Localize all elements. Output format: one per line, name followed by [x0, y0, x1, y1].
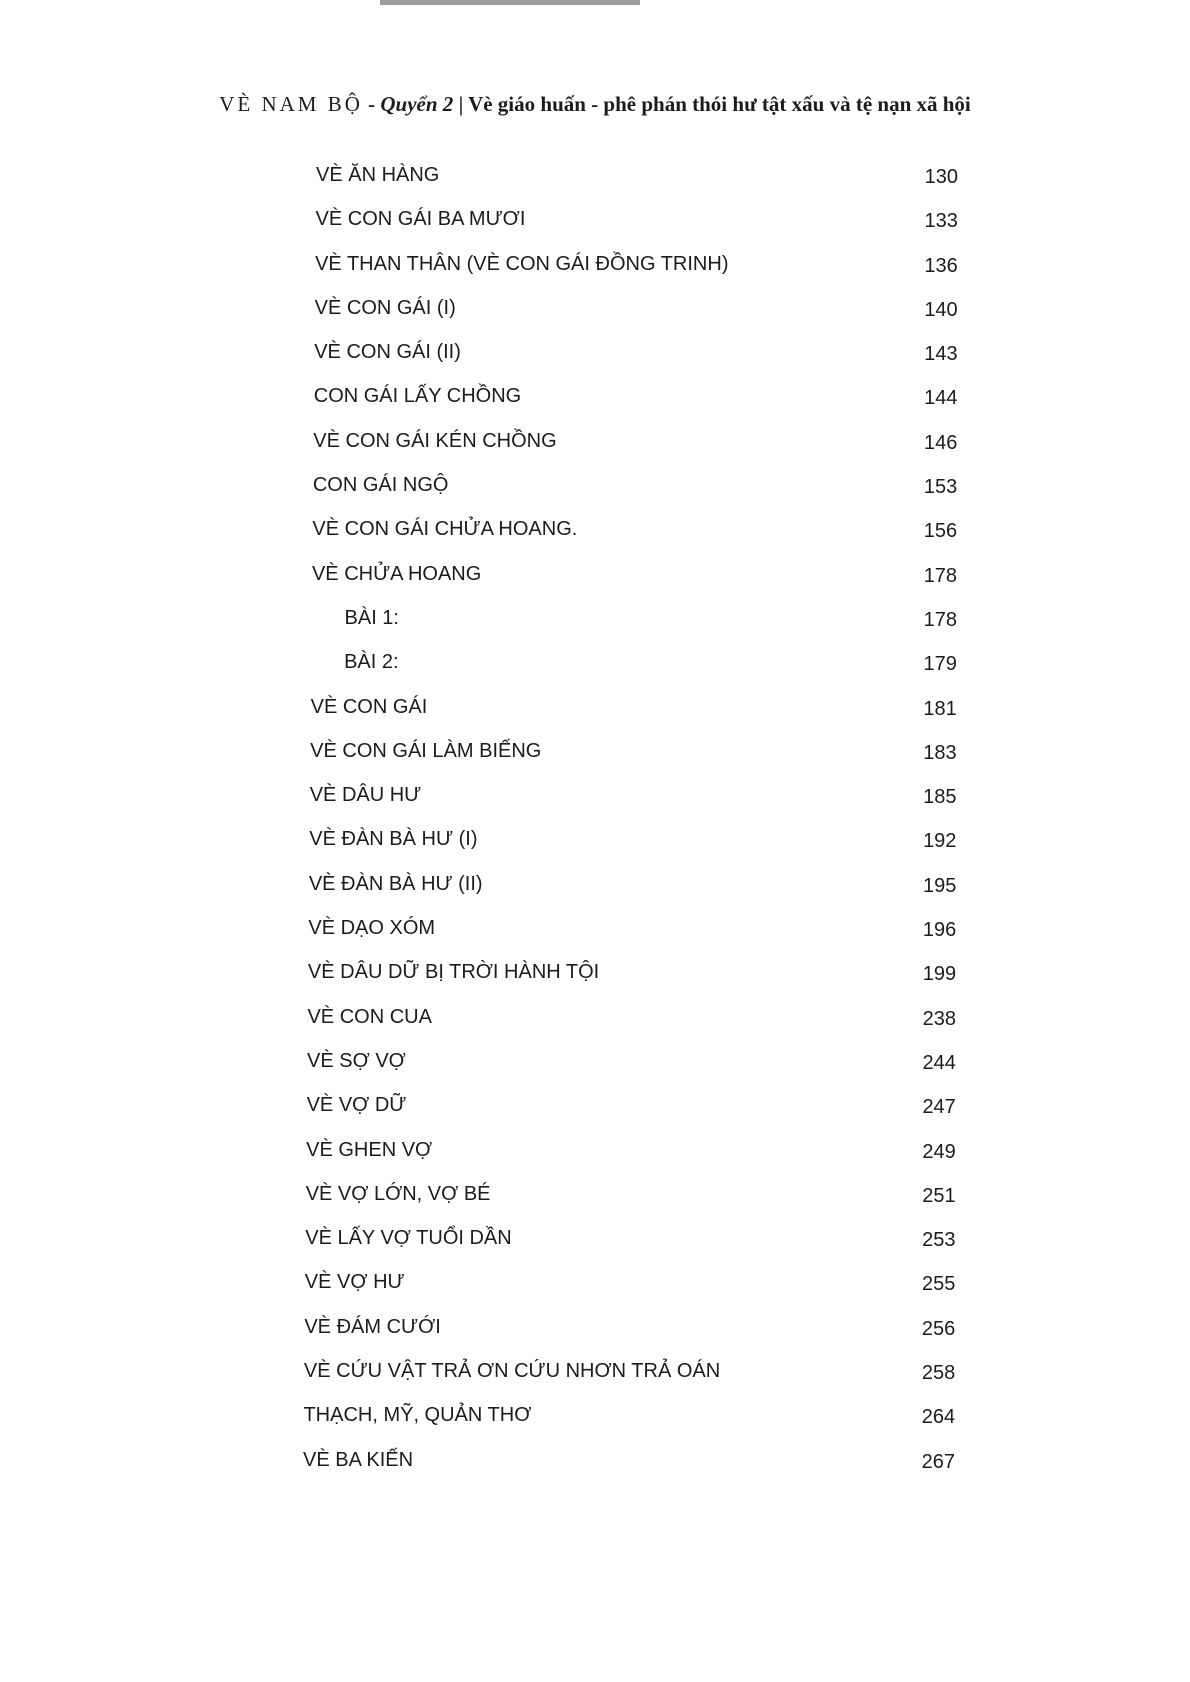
volume-subtitle: Vè giáo huấn - phê phán thói hư tật xấu và tệ nạn xã hội [468, 92, 971, 116]
toc-entry [0, 1133, 1190, 1177]
toc-entry-page-number: 258 [921, 1362, 956, 1385]
toc-entry-page-number: 195 [922, 874, 957, 897]
book-series-title: VÈ NAM BỘ [219, 92, 363, 116]
toc-entry [0, 690, 1190, 734]
toc-entry-page-number: 153 [923, 476, 958, 499]
toc-entry-page-number: 238 [922, 1007, 957, 1030]
toc-entry-page-number: 136 [924, 254, 958, 277]
toc-entry-title: VÈ VỢ DỮ [306, 1094, 407, 1117]
toc-entry-page-number: 251 [922, 1184, 956, 1207]
toc-entry [0, 202, 1190, 246]
toc-entry [0, 291, 1190, 335]
toc-entry [0, 1354, 1190, 1398]
toc-entry [0, 1265, 1190, 1309]
toc-entry-title: VÈ DẠO XÓM [308, 917, 436, 940]
toc-entry-page-number: 249 [922, 1140, 956, 1163]
toc-entry-page-number: 146 [924, 431, 958, 454]
toc-entry-title: VÈ VỢ LỚN, VỢ BÉ [305, 1182, 491, 1205]
toc-entry-page-number: 130 [924, 166, 958, 188]
toc-entry-title: VÈ CON GÁI BA MƯƠI [315, 208, 526, 231]
table-of-contents [0, 158, 1190, 1487]
toc-entry-title: VÈ CON GÁI LÀM BIẾNG [310, 739, 542, 762]
toc-entry-title: VÈ ĐÁM CƯỚI [304, 1315, 441, 1338]
scan-edge-mark [380, 0, 640, 5]
toc-entry-page-number: 192 [923, 830, 957, 853]
toc-entry-title: CON GÁI LẤY CHỒNG [313, 385, 522, 408]
toc-entry-title: VÈ LẤY VỢ TUỔI DẦN [305, 1227, 512, 1250]
toc-entry-page-number: 183 [923, 741, 957, 764]
toc-entry [0, 955, 1190, 999]
toc-entry-title: BÀI 1: [344, 606, 399, 629]
toc-entry [0, 1044, 1190, 1088]
toc-entry-title: VÈ CON GÁI KÉN CHỒNG [313, 429, 557, 452]
toc-entry-title: THẠCH, MỸ, QUẢN THƠ [303, 1404, 532, 1427]
toc-entry [0, 1398, 1190, 1442]
header-separator-dash: - [362, 92, 381, 116]
toc-entry [0, 601, 1190, 645]
toc-entry-page-number: 255 [922, 1273, 956, 1296]
toc-entry-page-number: 143 [924, 343, 958, 366]
toc-entry-title: VÈ CON GÁI CHỬA HOANG. [312, 518, 578, 541]
toc-entry [0, 379, 1190, 423]
toc-entry-page-number: 267 [921, 1450, 955, 1473]
toc-entry [0, 1443, 1190, 1487]
toc-entry-title: VÈ CHỬA HOANG [311, 562, 482, 585]
toc-entry-page-number: 247 [922, 1096, 956, 1119]
toc-entry [0, 734, 1190, 778]
toc-entry-page-number: 185 [923, 786, 957, 809]
toc-entry-page-number: 253 [922, 1229, 956, 1252]
toc-entry-title: VÈ DÂU HƯ [309, 784, 422, 807]
toc-entry-title: BÀI 2: [344, 651, 399, 674]
toc-entry-page-number: 264 [921, 1406, 956, 1429]
toc-entry-title: VÈ CON GÁI (I) [314, 296, 456, 319]
toc-entry-title: VÈ VỢ HƯ [304, 1271, 405, 1294]
toc-entry-title: VÈ THAN THÂN (VÈ CON GÁI ĐỒNG TRINH) [315, 252, 729, 275]
toc-entry-title: VÈ CỨU VẬT TRẢ ƠN CỨU NHƠN TRẢ OÁN [303, 1360, 721, 1383]
toc-entry-page-number: 144 [924, 387, 958, 410]
toc-entry-title: VÈ BA KIẾN [303, 1448, 414, 1471]
toc-entry-page-number: 196 [922, 919, 957, 942]
toc-entry [0, 1000, 1190, 1044]
toc-entry-title: VÈ ĐÀN BÀ HƯ (I) [309, 828, 478, 851]
toc-entry-page-number: 199 [922, 963, 957, 986]
toc-entry-title: VÈ DÂU DỮ BỊ TRỜI HÀNH TỘI [307, 961, 600, 984]
toc-entry-title: VÈ ĐÀN BÀ HƯ (II) [308, 872, 483, 895]
toc-entry [0, 1177, 1190, 1221]
toc-entry-page-number: 140 [924, 298, 958, 321]
toc-entry [0, 1310, 1190, 1354]
toc-entry-page-number: 133 [924, 210, 958, 233]
toc-entry [0, 335, 1190, 379]
toc-entry [0, 778, 1190, 822]
toc-entry-page-number: 156 [923, 520, 958, 543]
toc-entry [0, 468, 1190, 512]
toc-entry-page-number: 179 [923, 653, 957, 676]
volume-label: Quyển 2 [380, 92, 454, 116]
toc-entry [0, 822, 1190, 866]
toc-entry [0, 158, 1190, 202]
toc-entry-title: VÈ SỢ VỢ [307, 1049, 406, 1072]
toc-entry [0, 1221, 1190, 1265]
toc-entry [0, 424, 1190, 468]
toc-entry [0, 867, 1190, 911]
toc-entry-title: VÈ GHEN VỢ [306, 1138, 433, 1161]
toc-entry-title: VÈ CON CUA [307, 1005, 432, 1028]
toc-entry-page-number: 244 [922, 1051, 956, 1074]
header-separator-bar: | [453, 92, 469, 116]
toc-entry [0, 512, 1190, 556]
toc-entry [0, 247, 1190, 291]
toc-entry-page-number: 256 [921, 1317, 956, 1340]
toc-entry-title: VÈ CON GÁI (II) [314, 341, 461, 364]
toc-entry-title: VÈ ĂN HÀNG [316, 164, 440, 186]
toc-entry-page-number: 178 [923, 608, 957, 631]
toc-entry-page-number: 181 [923, 697, 957, 720]
toc-entry [0, 1088, 1190, 1132]
running-header [0, 92, 1190, 117]
toc-entry [0, 911, 1190, 955]
toc-entry-title: CON GÁI NGỘ [312, 474, 449, 497]
toc-entry [0, 557, 1190, 601]
toc-entry-page-number: 178 [923, 564, 958, 587]
toc-entry [0, 645, 1190, 689]
toc-entry-title: VÈ CON GÁI [310, 695, 428, 718]
